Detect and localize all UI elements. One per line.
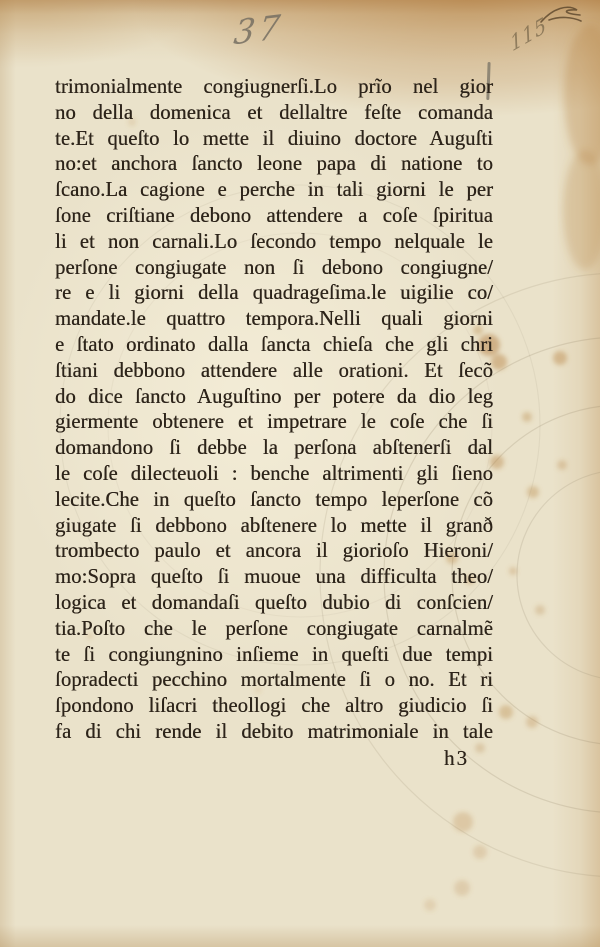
text-line: no della domenica et dellaltre feſte comanda: [55, 101, 493, 124]
text-line: no:et anchora ſancto leone papa di natione to: [55, 153, 493, 176]
text-line: ſone criſtiane debono attendere a coſe ſpiritua: [55, 204, 493, 227]
text-line: perſone congiugate non ſi debono congiugne/: [55, 256, 493, 279]
text-line: ſpondono liſacri theollogi che altro giudicio ſi: [55, 695, 493, 718]
text-line: te.Et queſto lo mette il diuino doctore Auguſti: [55, 127, 493, 150]
text-line: ſtiani debbono attendere alle orationi. Et ſecõ: [55, 359, 493, 382]
text-line: ſcano.La cagione e perche in tali giorni le per: [55, 179, 493, 202]
text-line: fa di chi rende il debito matrimoniale in tale: [55, 720, 493, 743]
text-line: mo:Sopra queſto ſi muoue una difficulta theo/: [55, 566, 493, 589]
text-line: te ſi congiungnino inſieme in queſti due tempi: [55, 643, 493, 666]
text-line: domandono ſi debbe la perſona abſtenerſi dal: [55, 437, 493, 460]
ink-flourish: [541, 7, 581, 22]
text-line: tia.Poſto che le perſone congiugate carnalmẽ: [55, 617, 493, 640]
text-line: le coſe dilecteuoli : benche altrimenti gli ſieno: [55, 462, 493, 485]
text-line: e ſtato ordinato dalla ſancta chieſa che gli chri: [55, 333, 493, 356]
text-line: logica et domandaſi queſto dubio di conſcien/: [55, 591, 493, 614]
signature-mark: h3: [444, 746, 469, 770]
text-line: lecite.Che in queſto ſancto tempo leperſone cõ: [55, 488, 493, 511]
text-line: mandate.le quattro tempora.Nelli quali giorni: [55, 308, 493, 331]
text-line: giugate ſi debbono abſtenere lo mette il granð: [55, 514, 493, 537]
text-line: re e li giorni della quadrageſima.le uigilie co/: [55, 282, 493, 305]
text-line: giermente obtenere et impetrare le coſe che ſi: [55, 411, 493, 434]
text-line: do dice ſancto Auguſtino per potere da dio leg: [55, 385, 493, 408]
printed-text-block: [55, 75, 493, 746]
handwritten-corner-number: 115: [508, 11, 550, 57]
text-line: trimonialmente congiugnerſi.Lo prĩo nel gior: [55, 76, 493, 98]
text-line: li et non carnali.Lo ſecondo tempo nelquale le: [55, 230, 493, 253]
text-line: trombecto paulo et ancora il giorioſo Hieroni/: [55, 540, 493, 563]
corner-stain-wash: [563, 25, 600, 270]
handwritten-folio-number: 37: [231, 6, 287, 53]
text-line: ſopradecti pecchino mortalmente ſi o no. Et ri: [55, 669, 493, 692]
